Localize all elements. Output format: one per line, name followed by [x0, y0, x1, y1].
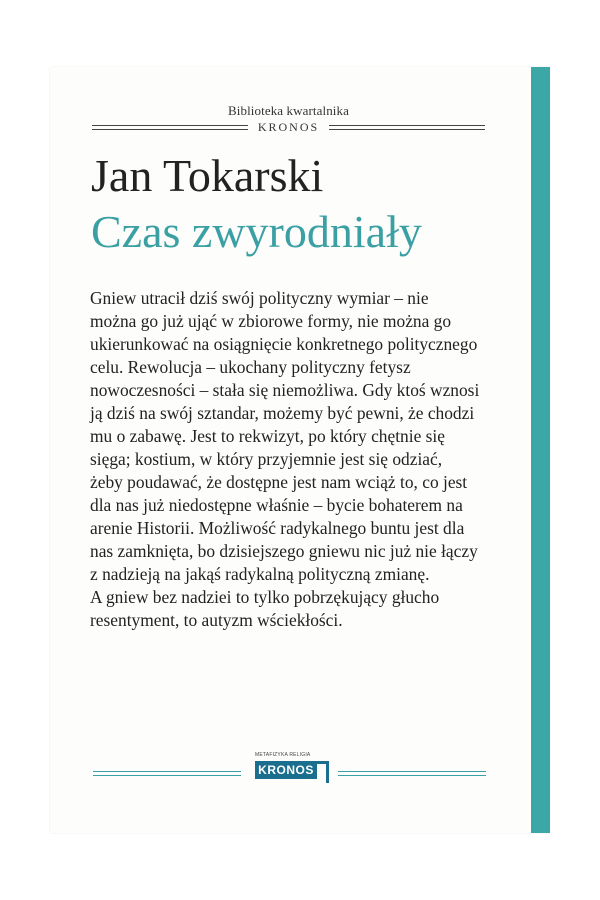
book-title: Czas zwyrodniały [91, 206, 422, 257]
publisher-tagline: METAFIZYKA RELIGIA [255, 752, 311, 758]
blurb-line: arenie Historii. Możliwość radykalnego buntu jest dla [90, 518, 465, 538]
series-row [92, 120, 485, 134]
series-header [92, 103, 485, 134]
blurb-line: dla nas już niedostępne właśnie – bycie bohaterem na [90, 495, 463, 515]
spine-stripe [531, 67, 550, 833]
series-journal: KRONOS [257, 120, 320, 134]
blurb-line: celu. Rewolucja – ukochany polityczny fetysz [90, 357, 411, 377]
blurb-line: z nadzieją na jakąś radykalną polityczną zmianę. [90, 564, 430, 584]
blurb-line: można go już ująć w zbiorowe formy, nie można go [90, 311, 452, 331]
series-rule-left [92, 125, 248, 130]
blurb-line: Gniew utracił dziś swój polityczny wymiar – nie [90, 288, 429, 308]
blurb-line: resentyment, to autyzm wściekłości. [90, 610, 343, 630]
author-name: Jan Tokarski [91, 150, 324, 201]
series-rule-right [329, 125, 485, 130]
blurb-line: nowoczesności – stała się niemożliwa. Gdy ktoś wznosi [90, 380, 480, 400]
footer-rule-right [338, 771, 486, 776]
footer-rule-left [93, 771, 241, 776]
blurb-line: ukierunkować na osiągnięcie konkretnego politycznego [90, 334, 478, 354]
publisher-logo-text: KRONOS [255, 761, 317, 779]
blurb-text [90, 287, 510, 632]
blurb-line: A gniew bez nadziei to tylko pobrzękujący głucho [90, 587, 440, 607]
blurb-line: mu o zabawę. Jest to rekwizyt, po który chętnie się [90, 426, 445, 446]
blurb-line: ją dziś na swój sztandar, możemy być pewni, że chodzi [90, 403, 475, 423]
blurb-line: sięga; kostium, w który przyjemnie jest się odziać, [90, 449, 443, 469]
series-name: Biblioteka kwartalnika [228, 103, 349, 118]
publisher-logo [255, 752, 333, 784]
blurb-line: nas zamknięta, bo dzisiejszego gniewu nic już nie łączy [90, 541, 478, 561]
blurb-line: żeby poudawać, że dostępne jest nam wciąż to, co jest [90, 472, 468, 492]
logo-hook-shape [317, 761, 329, 783]
